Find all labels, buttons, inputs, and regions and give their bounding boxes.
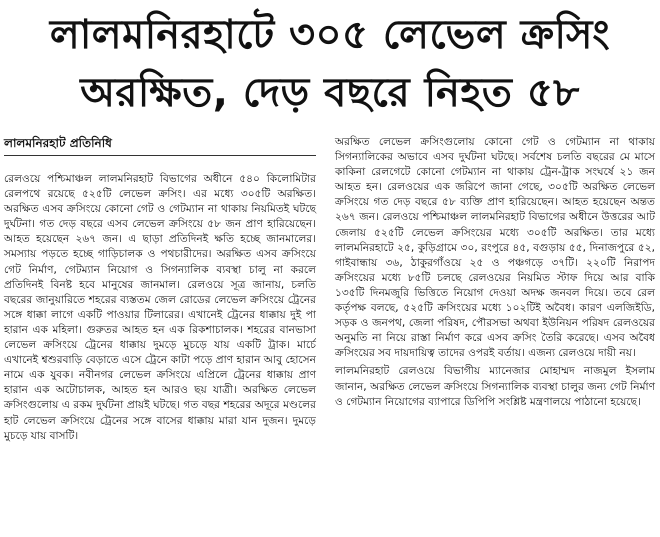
headline-line-2: অরক্ষিত, দেড় বছরে নিহত ৫৮: [80, 70, 580, 116]
headline: [0, 0, 660, 128]
byline: লালমনিরহাট প্রতিনিধি: [4, 136, 112, 150]
article-column-right: [335, 135, 655, 410]
article-paragraph: রেলওয়ে পশ্চিমাঞ্চল লালমনিরহাট বিভাগের অধীনে ৫৪০ কিলোমিটার রেলপথে রয়েছে ৫২৫টি লেভেল ক্রসিং। এর মধ্যে ৩০৫টি অরক্ষিত। অরক্ষিত এসব ক্রসিংয়ে কোনো গেট ও গেটম্যান না থাকায় নিয়মিতই ঘটছে দুর্ঘটনা। গত দেড় বছরে এসব লেভেল ক্রসিংয়ে ৫৮ জন প্রাণ হারিয়েছেন। আহত হয়েছেন ২৬৭ জন। এ ছাড়া প্রতিদিনই ক্ষতি হচ্ছে জানমালের। সমস্যায় পড়তে হচ্ছে গাড়িচালক ও পথচারীদের। অরক্ষিত এসব ক্রসিংয়ে গেট নির্মাণ, গেটম্যান নিয়োগ ও সিগন্যালিক ব্যবস্থা চালু না করলে প্রতিদিনই বিনষ্ট হবে মানুষের জানমাল। রেলওয়ে সূত্র জানায়, চলতি বছরের জানুয়ারিতে শহরের ব্যস্ততম জেল রোডের লেভেল ক্রসিংয়ে ট্রেনের সঙ্গে ধাক্কা লাগে একটি পাওয়ার টিলারের। এখানেই ট্রেনের ধাক্কায় দুই পা হারান এক মহিলা। গুরুতর আহত হন এক রিকশাচালক। শহরের বানভাসা লেভেল ক্রসিংয়ে ট্রেনের ধাক্কায় দুমড়ে মুচড়ে যায় একটি ট্রাক। মার্চে এখানেই শ্বশুরবাড়ি বেড়াতে এসে ট্রেনে কাটা পড়ে প্রাণ হারান আবু হোসেন নামে এক যুবক। নবীনগর লেভেল ক্রসিংয়ে এপ্রিলে ট্রেনের ধাক্কায় প্রাণ হারান এক অটোচালক, আহত হন আরও ছয় যাত্রী। অরক্ষিত লেভেল ক্রসিংগুলোয় এ রকম দুর্ঘটনা প্রায়ই ঘটছে। গত বছর শহরের অদূরে মণ্ডলের হাট লেভেল ক্রসিংয়ে ট্রেনের সঙ্গে বাসের ধাক্কায় মারা যান দুজন। দুমড়ে মুচড়ে যায় বাসটি।: [4, 173, 316, 442]
headline-line-1: লালমনিরহাটে ৩০৫ লেভেল ক্রসিং: [49, 12, 611, 58]
article-paragraph: অরক্ষিত লেভেল ক্রসিংগুলোয় কোনো গেট ও গেটম্যান না থাকায় সিগন্যালিকের অভাবে এসব দুর্ঘটনা ঘটছে। সর্বশেষ চলতি বছরের মে মাসে কাকিনা রেলগেটে কোনো গেটম্যান না থাকায় ট্রেন-ট্রাক সংঘর্ষে ২১ জন আহত হন। রেলওয়ের এক জরিপে জানা গেছে, ৩০৫টি অরক্ষিত লেভেল ক্রসিংয়ে গত দেড় বছরে ৫৮ ব্যক্তি প্রাণ হারিয়েছেন। আহত হয়েছেন অন্তত ২৬৭ জন। রেলওয়ে পশ্চিমাঞ্চল লালমনিরহাট বিভাগের অধীনে উত্তরের আট জেলায় ৫২৫টি লেভেল ক্রসিংয়ের মধ্যে ৩০৫টি অরক্ষিত। তার মধ্যে লালমনিরহাটে ২৫, কুড়িগ্রামে ৩০, রংপুরে ৪৫, বগুড়ায় ৫৫, দিনাজপুরে ৫২, গাইবান্ধায় ৩৬, ঠাকুরগাঁওয়ে ২৫ ও পঞ্চগড়ে ৩৭টি। ২২০টি নিরাপদ ক্রসিংয়ের মধ্যে ৮৫টি চলছে রেলওয়ের নিয়মিত স্টাফ দিয়ে আর বাকি ১৩৫টি দিনমজুরি ভিত্তিতে নিয়োগ দেওয়া অদক্ষ জনবল দিয়ে। তবে রেল কর্তৃপক্ষ বলছে, ৫২৫টি ক্রসিংয়ের মধ্যে ১০২টিই অবৈধ। কারণ এলজিইডি, সড়ক ও জনপথ, জেলা পরিষদ, পৌরসভা অথবা ইউনিয়ন পরিষদ রেলওয়ের অনুমতি না নিয়ে রাস্তা নির্মাণ করে এসব ক্রসিং তৈরি করেছে। এসব অবৈধ ক্রসিংয়ের সব দায়দায়িত্ব তাদের ওপরই বর্তায়। এজন্য রেলওয়ে দায়ী নয়।: [335, 136, 655, 360]
article-paragraph: লালমনিরহাট রেলওয়ে বিভাগীয় ম্যানেজার মোহাম্মদ নাজমুল ইসলাম জানান, অরক্ষিত লেভেল ক্রসিংয়ে সিগন্যালিক ব্যবস্থা চালুর জন্য গেট নির্মাণ ও গেটম্যান নিয়োগের ব্যাপারে ডিপিপি সংশ্লিষ্ট মন্ত্রণালয়ে পাঠানো হয়েছে।: [335, 365, 655, 408]
article-column-left: [4, 172, 316, 444]
byline-divider: [4, 155, 316, 156]
